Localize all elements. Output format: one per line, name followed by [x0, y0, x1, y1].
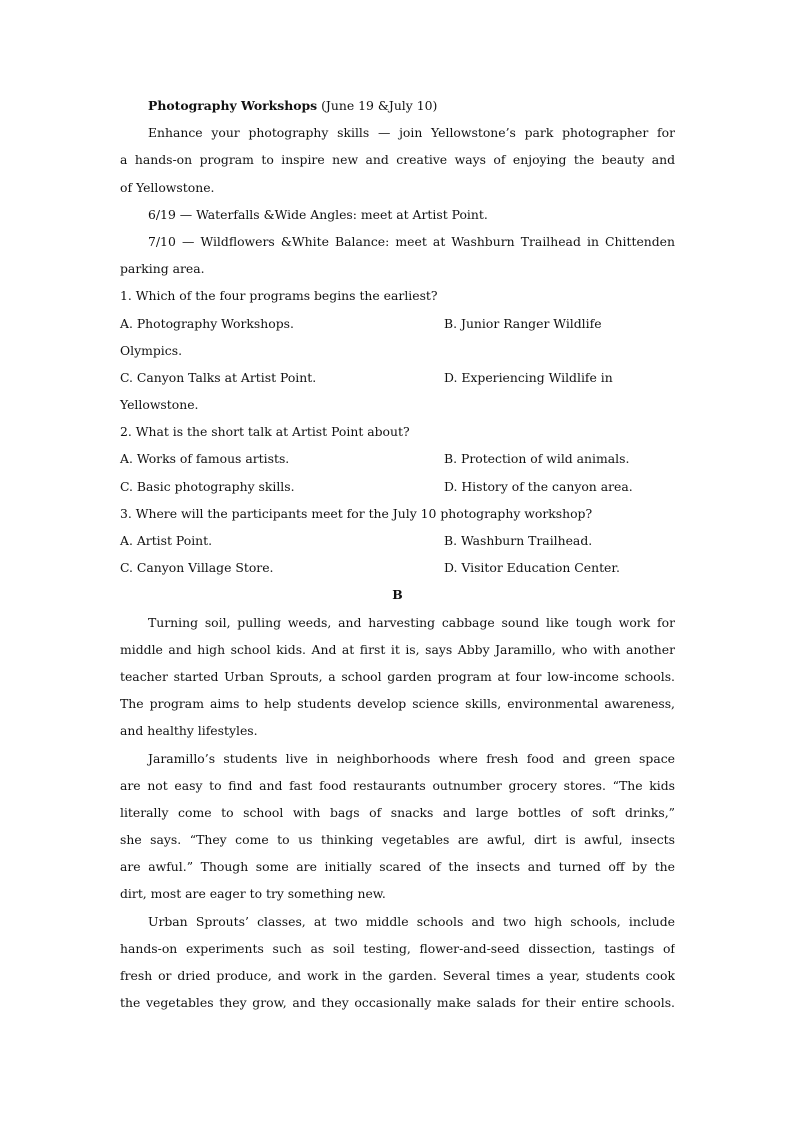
- paragraph-2-line: she says. “They come to us thinking vegetables are awful, dirt is awful, insects: [120, 832, 675, 848]
- photography-desc-line: Enhance your photography skills — join Yellowstone’s park photographer for: [148, 125, 675, 141]
- paragraph-1-line: and healthy lifestyles.: [120, 723, 258, 739]
- paragraph-2-line: dirt, most are eager to try something new.: [120, 886, 386, 902]
- paragraph-1-line: teacher started Urban Sprouts, a school garden program at four low-income schools.: [120, 668, 675, 684]
- paragraph-3-line: fresh or dried produce, and work in the garden. Several times a year, students cook: [120, 968, 675, 983]
- question-1-options-row: [120, 310, 675, 337]
- paragraph-2-line: are not easy to find and fast food restaurants outnumber grocery stores. “The kids: [120, 777, 675, 793]
- photography-session-2-cont: parking area.: [120, 261, 205, 277]
- photography-desc-line: a hands-on program to inspire new and creative ways of enjoying the beauty and: [120, 152, 675, 168]
- option-d-cont: Yellowstone.: [120, 397, 199, 413]
- option-b-cont: Olympics.: [120, 342, 183, 358]
- option-b: B. Protection of wild animals.: [444, 451, 630, 467]
- option-a: A. Photography Workshops.: [120, 315, 294, 331]
- option-d: D. Visitor Education Center.: [444, 560, 620, 576]
- question-2-options-row: [120, 445, 675, 472]
- option-a: A. Works of famous artists.: [120, 451, 290, 467]
- option-c: C. Canyon Talks at Artist Point.: [120, 369, 317, 385]
- photography-session-1: 6/19 — Waterfalls &Wide Angles: meet at Artist Point.: [148, 206, 488, 222]
- question-2-options-row: [120, 473, 675, 500]
- paragraph-1-line: middle and high school kids. And at first it is, says Abby Jaramillo, who with another: [120, 641, 675, 657]
- question-1: 1. Which of the four programs begins the earliest?: [120, 288, 438, 304]
- paragraph-3-line: hands-on experiments such as soil testing, flower-and-seed dissection, tastings of: [120, 940, 675, 956]
- photography-session-2: 7/10 — Wildflowers &White Balance: meet at Washburn Trailhead in Chittenden: [148, 233, 675, 249]
- option-a: A. Artist Point.: [120, 533, 213, 548]
- paragraph-1-line: Turning soil, pulling weeds, and harvesting cabbage sound like tough work for: [148, 614, 675, 630]
- question-2: 2. What is the short talk at Artist Point about?: [120, 424, 410, 440]
- question-3-options-row: [120, 554, 675, 581]
- option-b: B. Junior Ranger Wildlife: [444, 315, 602, 331]
- question-1-options-row: [120, 364, 675, 391]
- photography-title: Photography Workshops: [148, 98, 318, 113]
- document-page: [120, 92, 675, 1016]
- option-b: B. Washburn Trailhead.: [444, 533, 593, 548]
- paragraph-2-line: Jaramillo’s students live in neighborhoods where fresh food and green space: [148, 750, 675, 766]
- option-d: D. History of the canyon area.: [444, 478, 633, 494]
- option-d: D. Experiencing Wildlife in: [444, 369, 613, 385]
- paragraph-3-line: Urban Sprouts’ classes, at two middle schools and two high schools, include: [148, 913, 675, 929]
- paragraph-3-line: the vegetables they grow, and they occasionally make salads for their entire schools.: [120, 995, 675, 1011]
- paragraph-2-line: are awful.” Though some are initially scared of the insects and turned off by the: [120, 859, 675, 875]
- photography-desc-line: of Yellowstone.: [120, 179, 215, 195]
- option-c: C. Basic photography skills.: [120, 478, 295, 494]
- option-c: C. Canyon Village Store.: [120, 560, 274, 576]
- section-b-heading: B: [392, 587, 403, 603]
- photography-heading: [120, 92, 675, 119]
- question-3-options-row: [120, 527, 675, 554]
- question-3: 3. Where will the participants meet for the July 10 photography workshop?: [120, 505, 593, 521]
- paragraph-1-line: The program aims to help students develop science skills, environmental awareness,: [120, 696, 675, 712]
- paragraph-2-line: literally come to school with bags of snacks and large bottles of soft drinks,”: [120, 804, 675, 820]
- photography-dates: (June 19 &July 10): [317, 98, 438, 113]
